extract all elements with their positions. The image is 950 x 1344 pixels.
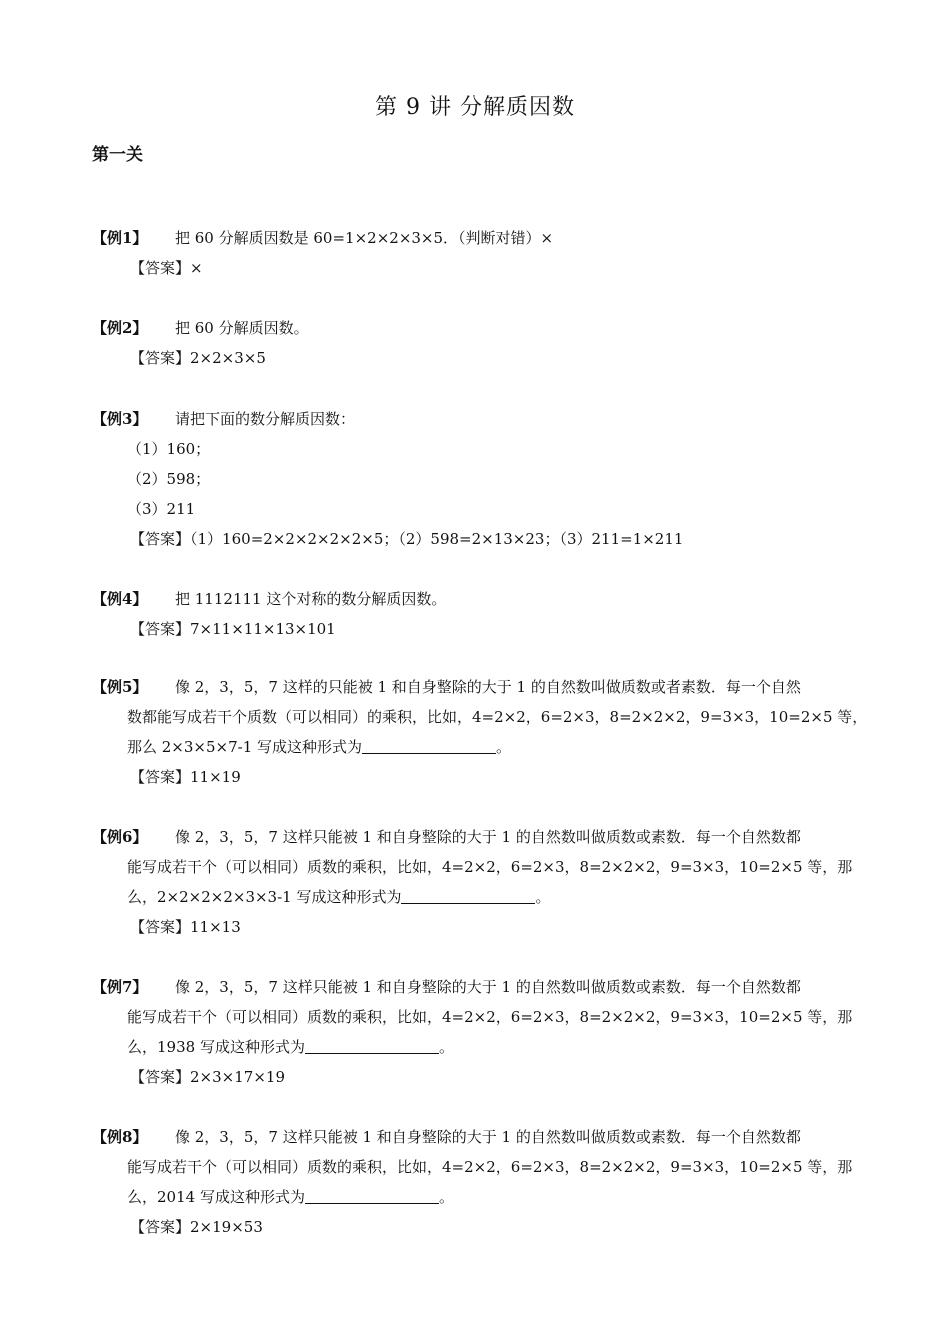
answer-value: 2×2×3×5 (190, 349, 266, 367)
answer-blank (401, 888, 535, 904)
blank-suffix: 。 (496, 738, 512, 756)
answer-value: 7×11×11×13×101 (190, 620, 336, 638)
question-text: 数都能写成若干个质数（可以相同）的乘积，比如，4=2×2，6=2×3，8=2×2×2，9=3×3，10=2×5 等， (127, 708, 868, 726)
answer-line (130, 1216, 263, 1238)
answer-value: 2×3×17×19 (190, 1068, 285, 1086)
answer-label: 【答案】 (130, 620, 191, 638)
answer-value: 11×13 (190, 918, 241, 936)
question-text-part: 么，2×2×2×2×3×3-1 写成这种形式为 (127, 888, 402, 906)
sub-item: （1）160； (127, 440, 211, 458)
answer-line (130, 347, 266, 369)
answer-label: 【答案】 (130, 1068, 191, 1086)
question-text-part: 么，1938 写成这种形式为 (127, 1038, 305, 1056)
question-text-part: 那么 2×3×5×7-1 写成这种形式为 (127, 738, 363, 756)
example-label: 【例5】 (92, 678, 148, 696)
answer-label: 【答案】 (130, 259, 191, 277)
answer-value: 11×19 (190, 768, 241, 786)
blank-suffix: 。 (438, 1188, 454, 1206)
question-text: 能写成若干个（可以相同）质数的乘积，比如，4=2×2，6=2×3，8=2×2×2，9=3×3，10=2×5 等，那 (127, 858, 853, 876)
question-text: 像 2，3，5，7 这样只能被 1 和自身整除的大于 1 的自然数叫做质数或素数．每一个自然数都 (175, 1128, 801, 1146)
answer-line (130, 257, 203, 279)
question-text: 把 60 分解质因数。 (175, 319, 309, 337)
question-text: 像 2，3，5，7 这样只能被 1 和自身整除的大于 1 的自然数叫做质数或素数．每一个自然数都 (175, 828, 801, 846)
example-label: 【例3】 (92, 410, 148, 428)
answer-line (130, 618, 336, 640)
blank-suffix: 。 (438, 1038, 454, 1056)
answer-line (130, 916, 241, 938)
example-label: 【例8】 (92, 1128, 148, 1146)
answer-blank (305, 1038, 439, 1054)
page-title: 第 9 讲 分解质因数 (375, 95, 575, 120)
question-text: 把 1112111 这个对称的数分解质因数。 (175, 590, 447, 608)
sub-item: （2）598； (127, 470, 211, 488)
answer-value: × (190, 259, 203, 277)
example-label: 【例7】 (92, 978, 148, 996)
answer-value: （1）160=2×2×2×2×2×5；（2）598=2×13×23；（3）211=1×211 (190, 530, 684, 548)
question-text (127, 1036, 454, 1058)
question-text: 请把下面的数分解质因数： (175, 410, 356, 428)
answer-label: 【答案】 (130, 349, 191, 367)
sub-item: （3）211 (127, 500, 196, 518)
answer-blank (362, 738, 496, 754)
blank-suffix: 。 (535, 888, 551, 906)
answer-line (130, 1066, 285, 1088)
question-text-part: 么，2014 写成这种形式为 (127, 1188, 305, 1206)
answer-label: 【答案】 (130, 768, 191, 786)
question-text: 能写成若干个（可以相同）质数的乘积，比如，4=2×2，6=2×3，8=2×2×2，9=3×3，10=2×5 等，那 (127, 1008, 853, 1026)
answer-line (130, 766, 241, 788)
answer-blank (305, 1188, 439, 1204)
example-label: 【例6】 (92, 828, 148, 846)
question-text: 像 2，3，5，7 这样的只能被 1 和自身整除的大于 1 的自然数叫做质数或者素数．每一个自然 (175, 678, 801, 696)
example-label: 【例2】 (92, 319, 148, 337)
example-label: 【例4】 (92, 590, 148, 608)
answer-label: 【答案】 (130, 530, 191, 548)
question-text (127, 886, 551, 908)
section-heading: 第一关 (92, 145, 143, 165)
question-text: 像 2，3，5，7 这样只能被 1 和自身整除的大于 1 的自然数叫做质数或素数．每一个自然数都 (175, 978, 801, 996)
question-text (127, 1186, 454, 1208)
example-label: 【例1】 (92, 229, 148, 247)
question-text: 把 60 分解质因数是 60=1×2×2×3×5．（判断对错）× (175, 229, 554, 247)
answer-value: 2×19×53 (190, 1218, 263, 1236)
answer-label: 【答案】 (130, 1218, 191, 1236)
answer-label: 【答案】 (130, 918, 191, 936)
answer-line (130, 528, 683, 550)
question-text: 能写成若干个（可以相同）质数的乘积，比如，4=2×2，6=2×3，8=2×2×2，9=3×3，10=2×5 等，那 (127, 1158, 853, 1176)
question-text (127, 736, 511, 758)
